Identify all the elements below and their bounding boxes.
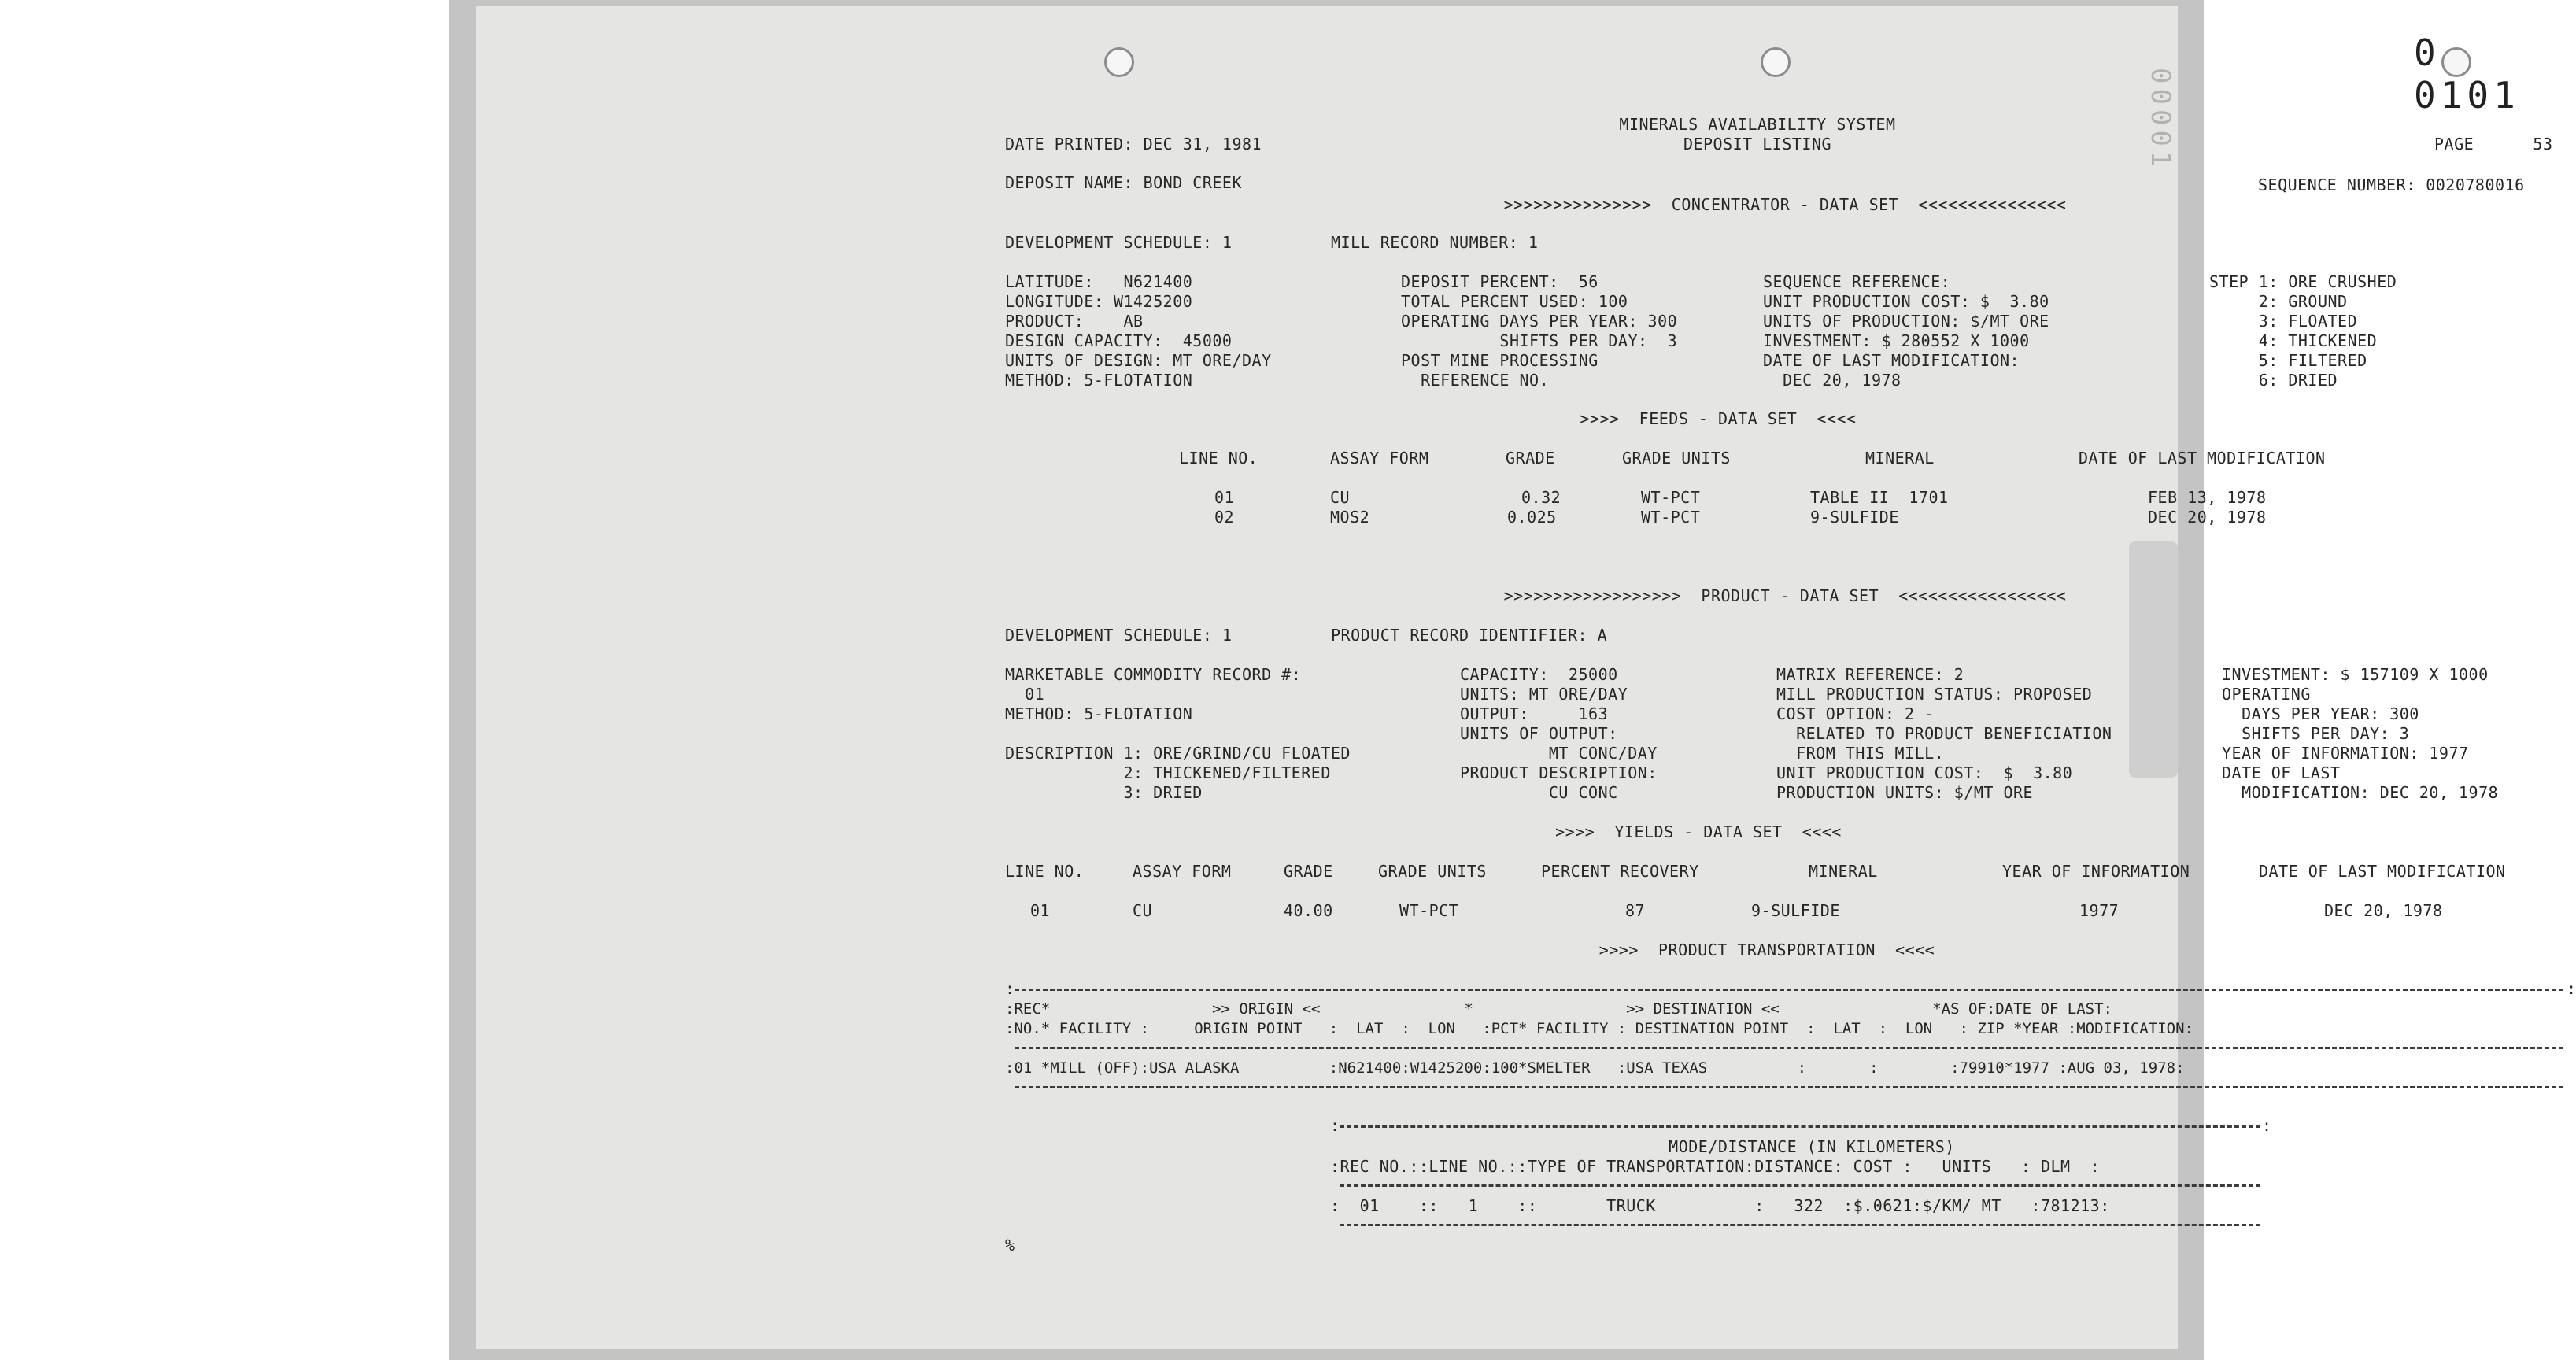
- yields-cell: 40.00: [1284, 901, 1333, 920]
- yields-header: LINE NO.: [1005, 862, 1085, 881]
- transport-data-row: :01 *MILL (OFF):USA ALASKA :N621400:W1425200:100*SMELTER :USA TEXAS : : :79910*1977 :AUG 03, 1978:: [1005, 1059, 2185, 1077]
- transport-rule-bottom: [1015, 1086, 2563, 1088]
- mode-data-row: : 01 :: 1 :: TRUCK : 322 :$.0621:$/KM/ MT :781213:: [1330, 1196, 2110, 1215]
- product-field: OUTPUT: 163: [1460, 704, 1609, 723]
- deposit-name: DEPOSIT NAME: BOND CREEK: [1005, 173, 1242, 192]
- feeds-cell: CU: [1330, 488, 1351, 507]
- concentrator-field: PRODUCT: AB: [1005, 312, 1144, 331]
- process-step: 4: THICKENED: [2209, 331, 2378, 350]
- product-field: OPERATING: [2222, 685, 2311, 704]
- feeds-cell: 0.32: [1521, 488, 1561, 507]
- yields-header: GRADE UNITS: [1378, 862, 1487, 881]
- feeds-header-grade-units: GRADE UNITS: [1622, 449, 1731, 468]
- transport-section-title: >>>> PRODUCT TRANSPORTATION <<<<: [1598, 941, 1935, 959]
- product-field: DATE OF LAST: [2222, 763, 2341, 782]
- product-section-title: >>>>>>>>>>>>>>>>>> PRODUCT - DATA SET <<<<<<<<<<<<<<<<<: [1503, 586, 2067, 605]
- product-record-identifier: PRODUCT RECORD IDENTIFIER: A: [1331, 626, 1608, 645]
- product-field: SHIFTS PER DAY: 3: [2222, 724, 2410, 743]
- concentrator-field: DESIGN CAPACITY: 45000: [1005, 331, 1233, 350]
- yields-header: ASSAY FORM: [1133, 862, 1232, 881]
- concentrator-field: UNITS OF DESIGN: MT ORE/DAY: [1005, 351, 1272, 370]
- concentrator-field: REFERENCE NO.: [1401, 371, 1550, 390]
- feeds-cell: 02: [1214, 508, 1235, 527]
- product-field: PRODUCT DESCRIPTION:: [1460, 763, 1658, 782]
- product-field: 2: THICKENED/FILTERED: [1005, 763, 1331, 782]
- concentrator-field: SHIFTS PER DAY: 3: [1401, 331, 1678, 350]
- product-field: MILL PRODUCTION STATUS: PROPOSED: [1776, 685, 2093, 704]
- feeds-cell: DEC 20, 1978: [2148, 508, 2267, 527]
- product-field: MT CONC/DAY: [1460, 744, 1658, 763]
- yields-cell: DEC 20, 1978: [2324, 901, 2443, 920]
- product-field: INVESTMENT: $ 157109 X 1000: [2222, 665, 2489, 684]
- yields-cell: CU: [1133, 901, 1153, 920]
- scan-background: [449, 0, 2576, 1360]
- concentrator-dev-schedule: DEVELOPMENT SCHEDULE: 1: [1005, 233, 1233, 252]
- concentrator-field: SEQUENCE REFERENCE:: [1763, 272, 1951, 291]
- product-field: YEAR OF INFORMATION: 1977: [2222, 744, 2469, 763]
- sequence-number: SEQUENCE NUMBER: 0020780016: [2258, 176, 2525, 194]
- concentrator-field: DEC 20, 1978: [1763, 371, 1902, 390]
- yields-cell: 87: [1625, 901, 1646, 920]
- product-field: UNITS: MT ORE/DAY: [1460, 685, 1628, 704]
- mode-distance-title: MODE/DISTANCE (IN KILOMETERS): [1669, 1137, 1955, 1156]
- transport-rule-mid: [1015, 1047, 2563, 1049]
- feeds-section-title: >>>> FEEDS - DATA SET <<<<: [1580, 409, 1857, 428]
- mode-rule-mid: [1340, 1184, 2260, 1187]
- page-number: PAGE 53: [2434, 135, 2553, 153]
- side-stamp-number: 00001: [2145, 68, 2176, 172]
- yields-header: MINERAL: [1809, 862, 1878, 881]
- process-step: 3: FLOATED: [2209, 312, 2358, 331]
- yields-cell: 01: [1030, 901, 1051, 920]
- yields-header: GRADE: [1284, 862, 1333, 881]
- product-field: MARKETABLE COMMODITY RECORD #:: [1005, 665, 1302, 684]
- transport-header-line1: :REC* >> ORIGIN << * >> DESTINATION << *AS OF:DATE OF LAST:: [1005, 1000, 2112, 1018]
- process-step: STEP 1: ORE CRUSHED: [2209, 272, 2397, 291]
- product-field: 01: [1005, 685, 1045, 704]
- yields-cell: 9-SULFIDE: [1751, 901, 1840, 920]
- mode-rule-corner: :: [2262, 1116, 2272, 1135]
- feeds-cell: 0.025: [1507, 508, 1557, 527]
- yields-header: YEAR OF INFORMATION: [2002, 862, 2190, 881]
- transport-rule-corner: :: [1005, 979, 1015, 998]
- feeds-cell: MOS2: [1330, 508, 1370, 527]
- binder-hole-left: [1104, 47, 1134, 77]
- product-field: CU CONC: [1460, 783, 1618, 802]
- concentrator-field: UNIT PRODUCTION COST: $ 3.80: [1763, 292, 2049, 311]
- page-stamp-number: 0 0101: [2414, 31, 2520, 116]
- yields-header: PERCENT RECOVERY: [1541, 862, 1699, 881]
- printout-sheet: [476, 6, 2576, 1349]
- process-step: 2: GROUND: [2209, 292, 2348, 311]
- footer-mark: %: [1005, 1236, 1015, 1255]
- product-field: 3: DRIED: [1005, 783, 1203, 802]
- transport-header-line2: :NO.* FACILITY : ORIGIN POINT : LAT : LON :PCT* FACILITY : DESTINATION POINT : LAT : LON : ZIP *YEAR :MODIFICATION:: [1005, 1020, 2193, 1037]
- product-field: RELATED TO PRODUCT BENEFICIATION: [1776, 724, 2112, 743]
- scan-smudge: [2129, 541, 2178, 778]
- date-printed: DATE PRINTED: DEC 31, 1981: [1005, 135, 1262, 153]
- yields-cell: WT-PCT: [1399, 901, 1459, 920]
- feeds-header-date: DATE OF LAST MODIFICATION: [2079, 449, 2326, 468]
- product-field: DESCRIPTION 1: ORE/GRIND/CU FLOATED: [1005, 744, 1351, 763]
- product-field: CAPACITY: 25000: [1460, 665, 1618, 684]
- concentrator-field: INVESTMENT: $ 280552 X 1000: [1763, 331, 2030, 350]
- concentrator-field: LATITUDE: N621400: [1005, 272, 1193, 291]
- mode-rule-bottom: [1340, 1224, 2260, 1226]
- concentrator-field: UNITS OF PRODUCTION: $/MT ORE: [1763, 312, 2049, 331]
- process-step: 5: FILTERED: [2209, 351, 2367, 370]
- binder-hole-center: [1761, 47, 1791, 77]
- product-field: UNITS OF OUTPUT:: [1460, 724, 1618, 743]
- feeds-cell: WT-PCT: [1641, 508, 1701, 527]
- yields-header: DATE OF LAST MODIFICATION: [2259, 862, 2506, 881]
- transport-rule-corner: :: [2567, 979, 2576, 998]
- concentrator-field: METHOD: 5-FLOTATION: [1005, 371, 1193, 390]
- product-field: DAYS PER YEAR: 300: [2222, 704, 2419, 723]
- feeds-cell: TABLE II 1701: [1810, 488, 1949, 507]
- feeds-header-line-no: LINE NO.: [1179, 449, 1258, 468]
- concentrator-field: LONGITUDE: W1425200: [1005, 292, 1193, 311]
- product-field: MODIFICATION: DEC 20, 1978: [2222, 783, 2499, 802]
- mode-rule-corner: :: [1330, 1116, 1340, 1135]
- mill-record-number: MILL RECORD NUMBER: 1: [1331, 233, 1539, 252]
- system-title: MINERALS AVAILABILITY SYSTEM: [1619, 115, 1896, 134]
- concentrator-field: POST MINE PROCESSING: [1401, 351, 1598, 370]
- product-field: COST OPTION: 2 -: [1776, 704, 1935, 723]
- product-field: METHOD: 5-FLOTATION: [1005, 704, 1193, 723]
- yields-section-title: >>>> YIELDS - DATA SET <<<<: [1555, 822, 1842, 841]
- process-step: 6: DRIED: [2209, 371, 2338, 390]
- feeds-header-assay-form: ASSAY FORM: [1330, 449, 1429, 468]
- concentrator-section-title: >>>>>>>>>>>>>>> CONCENTRATOR - DATA SET <<<<<<<<<<<<<<<: [1503, 195, 2067, 214]
- concentrator-field: DATE OF LAST MODIFICATION:: [1763, 351, 2020, 370]
- feeds-cell: FEB 13, 1978: [2148, 488, 2267, 507]
- product-dev-schedule: DEVELOPMENT SCHEDULE: 1: [1005, 626, 1233, 645]
- mode-rule-top: [1340, 1125, 2260, 1128]
- concentrator-field: TOTAL PERCENT USED: 100: [1401, 292, 1628, 311]
- feeds-header-mineral: MINERAL: [1865, 449, 1935, 468]
- feeds-cell: 9-SULFIDE: [1810, 508, 1899, 527]
- listing-title: DEPOSIT LISTING: [1683, 135, 1832, 153]
- feeds-header-grade: GRADE: [1506, 449, 1555, 468]
- concentrator-field: DEPOSIT PERCENT: 56: [1401, 272, 1598, 291]
- feeds-cell: WT-PCT: [1641, 488, 1701, 507]
- product-field: FROM THIS MILL.: [1776, 744, 1945, 763]
- product-field: MATRIX REFERENCE: 2: [1776, 665, 1964, 684]
- mode-header-row: :REC NO.::LINE NO.::TYPE OF TRANSPORTATION:DISTANCE: COST : UNITS : DLM :: [1330, 1157, 2101, 1176]
- product-field: UNIT PRODUCTION COST: $ 3.80: [1776, 763, 2073, 782]
- feeds-cell: 01: [1214, 488, 1235, 507]
- yields-cell: 1977: [2079, 901, 2120, 920]
- product-field: PRODUCTION UNITS: $/MT ORE: [1776, 783, 2034, 802]
- transport-rule-top: [1015, 989, 2563, 991]
- concentrator-field: OPERATING DAYS PER YEAR: 300: [1401, 312, 1678, 331]
